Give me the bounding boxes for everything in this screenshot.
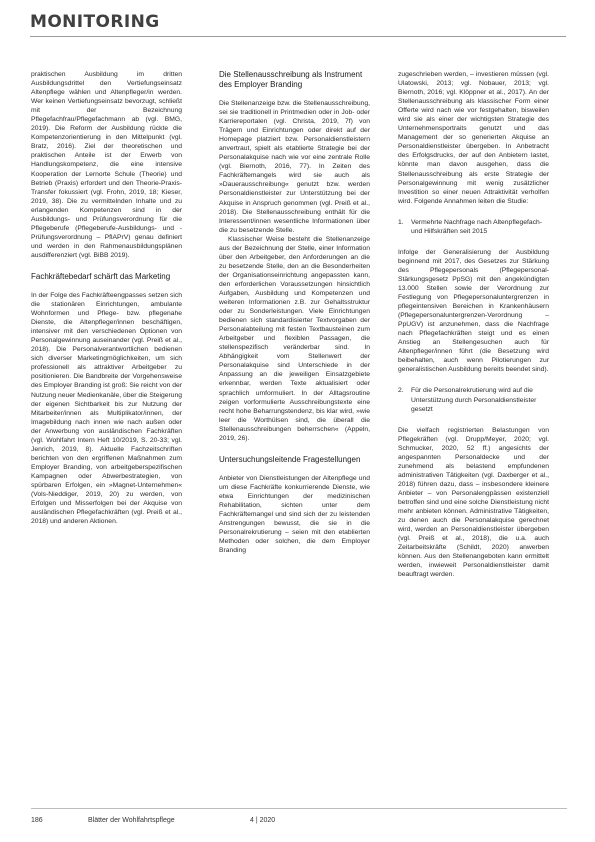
paragraph: zugeschrieben werden, – investieren müssen (vgl. Ulatowski, 2013; vgl. Nobauer, 2013; vgl. Biernoth, 2016; vgl. Klöppner et al., 2017). An der Stellenausschreibung als klassischer Form einer Offerte wird nach wie vor festgehalten, bisweilen wird sie als einer der wichtigsten Strategie des Unternehmensportraits genutzt und das Management der so generierten Akquise an Personaldienstleister übergeben. In Anbetracht des Erfolgsdrucks, der auf den Anbietern lastet, könnte man davon ausgehen, dass die Stellenausschreibung als erste Strategie der Personalgewinnung mit wenig zusätzlicher Investition so einer neuen Attraktivität verholfen wird. Folgende Annahmen leiten die Studie: xyxy=(398,71,549,205)
paragraph: Die vielfach registrierten Belastungen von Pflegekräften (vgl. Drupp/Meyer, 2020; vgl. Schmucker, 2020, 52 ff.) angesichts der angespannten Personaldecke und der zunehmend als belastend empfundenen administrativen Tätigkeiten (vgl. Daxberger et al., 2018) führen dazu, dass – insbesondere kleinere Anbieter – von Personalengpässen existenziell betroffen sind und eine solche Dienstleistung nicht mehr anbieten können. Administrative Tätigkeiten, zu denen auch die Personalakquise gerechnet wird, werden an Personaldienstleister übergeben (vgl. Preiß et al., 2018), die u.a. auch Zeitarbeitskräfte (Schildt, 2020) anwerben können. Aus den Stellenangeboten kann ermittelt werden, inwieweit Personaldienstleister damit beauftragt werden. xyxy=(398,426,549,579)
list-text: Vermehrte Nachfrage nach Altenpflegefach- und Hilfskräften seit 2015 xyxy=(411,218,542,235)
paragraph: Infolge der Generalisierung der Ausbildung beginnend mit 2017, des Gesetzes zur Stärkung des Pflegepersonals (Pflegepersonal-Stärkungsgesetz PpSG) mit den angekündigten 13.000 Stellen sowie der Verordnung zur Festlegung von Pflegepersonaluntergrenzen in pflegeintensiven Bereichen in Krankenhäusern (Pflegepersonaluntergrenzen-Verordnung – PpUGV) ist anzunehmen, dass die Nachfrage nach Pflegefachkräften steigt und es einen Anstieg an Stellengesuchen auch für Altenpfleger/innen führt (die Besetzung wird beibehalten, auch wenn Pilotierungen zur generalistischen Ausbildung bereits beendet sind). xyxy=(398,248,549,374)
paragraph: Klassischer Weise besteht die Stellenanzeige aus der Bezeichnung der Stelle, einer Information über den Arbeitgeber, den Anforderungen an die zu besetzende Stelle, den an die Besonderheiten der Organisationseinrichtung angepassten kann, den erforderlichen Voraussetzungen hinsichtlich Aufgaben, Ausbildung und Kompetenzen und weiteren Informationen z.B. zur Gehaltsstruktur oder zu Sonderleistungen. Viele Einrichtungen bedienen sich standardisierter Textvorgaben der Personalabteilung mit festen Textbausteinen zum Arbeitgeber und flexiblen Passagen, die stellenspezifisch veränderbar sind. In Abhängigkeit vom Stellenwert der Personalakquise sind Unterschiede in der Anpassung an die jeweiligen Einsatzgebiete erkennbar, werden Texte aktualisiert oder sprachlich umformuliert. In der Alltagsroutine zeigen vorformulierte Ausschreibungstexte eine recht hohe Beharrungstendenz, bis klar wird, »wie leer die Worthülsen sind, die überall die Stellenausschreibungen beherrschen« (Appeln, 2019, 26). xyxy=(219,235,370,442)
section-heading: Untersuchungsleitende Fragestellungen xyxy=(219,454,361,464)
section-title: MONITORING xyxy=(30,12,160,32)
paragraph: Anbieter von Dienstleistungen der Altenpflege und um diese Fachkräfte konkurrierende Dienste, wie etwa Einrichtungen der medizinischen Rehabilitation, sichten unter dem Fachkräftemangel und sind sich der zu leistenden Anstrengungen bewusst, die sie in die Personalrekrutierung – seien mit den etablierten Methoden oder solchen, die dem Employer Branding xyxy=(219,474,370,555)
column-left xyxy=(31,70,182,526)
paragraph: Die Stellenanzeige bzw. die Stellenausschreibung, sei sie traditionell in Printmedien oder in Job- oder Karriereportalen (vgl. Christa, 2019, 7f) von Trägern und Einrichtungen oder direkt auf der Homepage platziert bzw. Personaldienstleistern anvertraut, spielt als etablierte Strategie bei der Personalakquise nach wie vor eine zentrale Rolle (vgl. Biernoth, 2016, 77). In Zeiten des Fachkräftemangels wird sie auch als »Dauerausschreibung« genutzt bzw. werden Personaldienstleister zur Unterstützung bei der Akquise in Anspruch genommen (vgl. Preiß et al., 2018). Die Stellenausschreibung enthält für die Interessent/innen wesentliche Informationen über die zu besetzende Stelle. xyxy=(219,100,370,234)
list-item xyxy=(398,386,549,413)
section-heading: Die Stellenausschreibung als Instrument des Employer Branding xyxy=(219,70,363,89)
page-number: 186 xyxy=(31,817,43,824)
footer-divider xyxy=(31,808,567,809)
list-text: Für die Personalrekrutierung wird auf die Unterstützung durch Personaldienstleister gesetzt xyxy=(411,387,537,413)
column-right xyxy=(398,70,549,579)
list-number: 2. xyxy=(398,387,404,395)
list-number: 1. xyxy=(398,218,404,226)
paragraph: In der Folge des Fachkräfteengpasses setzen sich die stationären Einrichtungen, ambulante Wohnformen und Pflege- bzw. pflegenahe Dienste, die Altenpfleger/innen beschäftigen, intensiver mit den verschiedenen Optionen von Personalgewinnung auseinander (vgl. Preiß et al., 2018). Die Personalverantwortlichen bedienen sich diverser Marketingmöglichkeiten, um sich professionell als attraktiver Arbeitgeber zu positionieren. Die Bandbreite der Vorgehensweise des Employer Branding ist groß: Sie reicht von der Nutzung neuer Medienkanäle, über die Steigerung der eigenen Sichtbarkeit bis zur Nutzung der Mitarbeiter/innen als Multiplikator/innen, der Imagebildung nach innen wie nach außen oder der Anwerbung von ausländischen Fachkräften (vgl. Wohlfahrt Intern Heft 10/2019, S. 20-33; vgl. Jenrich, 2019, 8). Aktuelle Fachzeitschriften berichten von den ergriffenen Maßnahmen zum Employer Branding, von arbeitgeberspezifischen Kampagnen oder Abwerbestrategien, von spürbaren Erfolgen, ein »Magnet-Unternehmen« (Vols-Nieddiger, 2019, 20) zu werden, von Erfolgen und Misserfolgen bei der Akquise von ausländischen Pflegefachkräften (vgl. Preiß et al., 2018) und anderen Aktionen. xyxy=(31,291,182,526)
issue-label: 4 | 2020 xyxy=(250,817,276,824)
publication-name: Blätter der Wohlfahrtspflege xyxy=(88,817,175,824)
paragraph: praktischen Ausbildung im dritten Ausbildungsdrittel den Vertiefungseinsatz Altenpflege wählen und Altenpfleger/in werden. Wer keinen Vertiefungseinsatz bevorzugt, schließt mit der Bezeichnung Pflegefachfrau/Pflegefachmann ab (vgl. BMG, 2019). Die Reform der Ausbildung rückte die Kompetenzorientierung in den Mittelpunkt (vgl. Bratz, 2016). Ziel der theoretischen und praktischen Anteile ist der Erwerb von Handlungskompetenz, die eine intensive Kooperation der Lernorte Schule (Theorie) und Betrieb (Praxis) erfordert und den Theorie-Praxis-Transfer fokussiert (vgl. Frohn, 2019, 18; Kieser, 2019, 38). Die zu vermittelnden Inhalte und zu erlangenden Kompetenzen sind in der Ausbildungs- und Prüfungsverordnung für die Pflegeberufe (Pflegeberufe-Ausbildungs- und -Prüfungsverordnung – PflAPrV) genau definiert und werden in den Rahmenausbildungsplänen ausdifferenziert (vgl. BiBB 2019). xyxy=(31,71,182,259)
column-middle xyxy=(219,70,370,555)
list-item xyxy=(398,218,549,236)
header-divider xyxy=(30,36,566,37)
section-heading: Fachkräftebedarf schärft das Marketing xyxy=(31,271,171,281)
